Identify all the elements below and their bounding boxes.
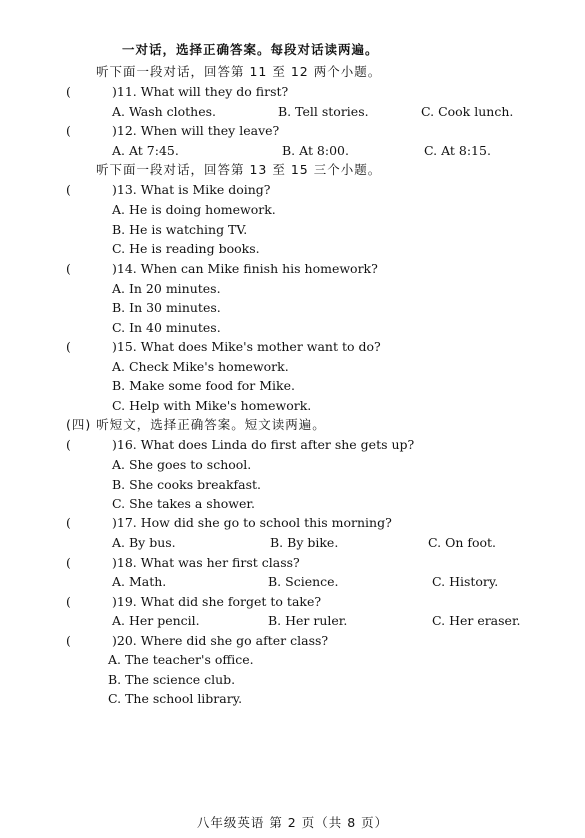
q17-option-c: C. On foot. [428,535,497,550]
q18-option-a: A. Math. [112,574,167,589]
question-17 [66,515,392,531]
answer-paren[interactable]: ( [66,515,71,530]
question-20 [66,633,328,649]
q15-option-a: A. Check Mike's homework. [112,359,289,374]
question-text: )15. What does Mike's mother want to do? [112,339,381,354]
question-text: )18. What was her first class? [112,555,300,570]
q16-option-c: C. She takes a shower. [112,496,255,511]
section-4-heading: (四) 听短文，选择正确答案。短文读两遍。 [66,417,326,432]
q17-option-a: A. By bus. [112,535,176,550]
q20-option-c: C. The school library. [108,691,243,706]
question-19 [66,594,321,610]
q14-option-a: A. In 20 minutes. [112,281,221,296]
question-11 [66,84,288,100]
question-text: )17. How did she go to school this morning? [112,515,392,530]
answer-paren[interactable]: ( [66,594,71,609]
q13-option-a: A. He is doing homework. [112,202,276,217]
question-12 [66,123,279,139]
question-text: )19. What did she forget to take? [112,594,322,609]
q18-option-c: C. History. [432,574,499,589]
question-15 [66,339,381,355]
q15-option-b: B. Make some food for Mike. [112,378,295,393]
q17-option-b: B. By bike. [270,535,339,550]
answer-paren[interactable]: ( [66,633,71,648]
answer-paren[interactable]: ( [66,555,71,570]
q19-option-c: C. Her eraser. [432,613,521,628]
q14-option-c: C. In 40 minutes. [112,320,221,335]
q19-option-a: A. Her pencil. [112,613,200,628]
answer-paren[interactable]: ( [66,123,71,138]
q16-option-a: A. She goes to school. [112,457,252,472]
q13-option-c: C. He is reading books. [112,241,260,256]
q12-option-c: C. At 8:15. [424,143,491,158]
q11-option-a: A. Wash clothes. [112,104,217,119]
q20-option-a: A. The teacher's office. [108,652,254,667]
dialog-1-intro: 听下面一段对话，回答第 11 至 12 两个小题。 [96,64,382,79]
q18-option-b: B. Science. [268,574,339,589]
question-text: )20. Where did she go after class? [112,633,329,648]
q20-option-b: B. The science club. [108,672,236,687]
dialog-2-intro: 听下面一段对话，回答第 13 至 15 三个小题。 [96,162,382,177]
page-footer: 八年级英语 第 2 页（共 8 页） [196,815,389,830]
question-text: )14. When can Mike finish his homework? [112,261,378,276]
q16-option-b: B. She cooks breakfast. [112,477,262,492]
q19-option-b: B. Her ruler. [268,613,348,628]
question-text: )13. What is Mike doing? [112,182,271,197]
answer-paren[interactable]: ( [66,84,71,99]
q15-option-c: C. Help with Mike's homework. [112,398,312,413]
q11-option-b: B. Tell stories. [278,104,369,119]
q12-option-a: A. At 7:45. [112,143,179,158]
dialog-instruction: 一对话，选择正确答案。每段对话读两遍。 [122,42,379,57]
answer-paren[interactable]: ( [66,182,71,197]
question-13 [66,182,270,198]
answer-paren[interactable]: ( [66,339,71,354]
q12-option-b: B. At 8:00. [282,143,349,158]
q14-option-b: B. In 30 minutes. [112,300,221,315]
answer-paren[interactable]: ( [66,261,71,276]
question-text: )12. When will they leave? [112,123,280,138]
question-text: )11. What will they do first? [112,84,289,99]
question-14 [66,261,378,277]
question-text: )16. What does Linda do first after she gets up? [112,437,415,452]
q13-option-b: B. He is watching TV. [112,222,248,237]
answer-paren[interactable]: ( [66,437,71,452]
question-16 [66,437,414,453]
question-18 [66,555,300,571]
q11-option-c: C. Cook lunch. [421,104,514,119]
